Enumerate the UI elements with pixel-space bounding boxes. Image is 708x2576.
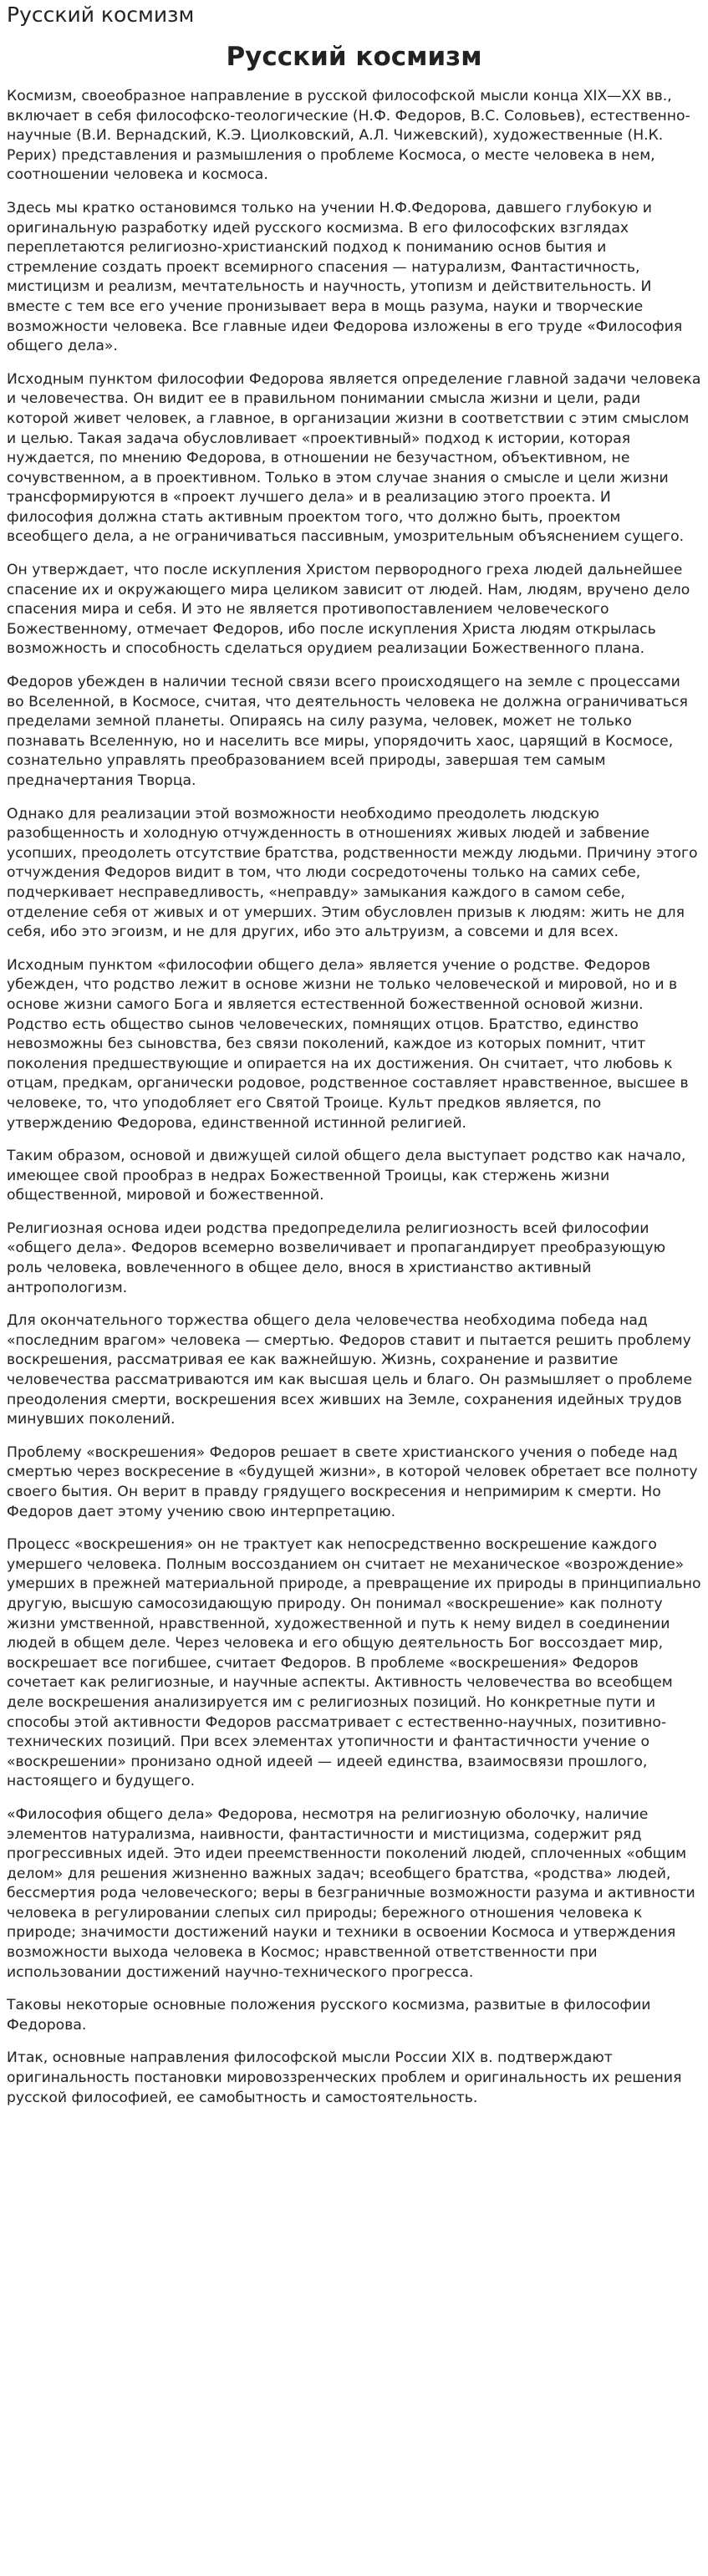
- paragraph: «Философия общего дела» Федорова, несмотря на религиозную оболочку, наличие элементов натурализма, наивности, фантастичности и мистицизма, содержит ряд прогрессивных идей. Это идеи преемственности поколений людей, сплоченных «общим делом» для решения жизненно важных задач; всеобщего братства, «родства» людей, бессмертия рода человеческого; веры в безграничные возможности разума и активности человека в регулировании слепых сил природы; бережного отношения человека к природе; значимости достижений науки и техники в освоении Космоса и утверждения возможности выхода человека в Космос; нравственной ответственности при использовании достижений научно-технического прогресса.: [7, 1805, 695, 1981]
- paragraph: Здесь мы кратко остановимся только на учении Н.Ф.Федорова, давшего глубокую и оригинальную разработку идей русского космизма. В его философских взглядах переплетаются религиозно-христианский подход к пониманию основ бытия и стремление создать проект всемирного спасения — натурализм, Фантастичность, мистицизм и реализм, мечтательность и научность, утопизм и действительность. И вместе с тем все его учение пронизывает вера в мощь разума, науки и творческие возможности человека. Все главные идеи Федорова изложены в его труде «Философия общего дела».: [7, 199, 683, 355]
- paragraph: Процесс «воскрешения» он не трактует как непосредственно воскрешение каждого умершего человека. Полным воссозданием он считает не механическое «возрождение» умерших в прежней материальной природе, а превращение их природы в принципиально другую, высшую самосозидающую природу. Он понимал «воскрешение» как полноту жизни умственной, нравственной, художественной и путь к нему видел в соединении людей в общем деле. Через человека и его общую деятельность Бог воссоздает мир, воскрешает все погибшее, считает Федоров. В проблеме «воскрешения» Федоров сочетает как религиозные, и научные аспекты. Активность человечества во всеобщем деле воскрешения анализируется им с религиозных позиций. Но конкретные пути и способы этой активности Федоров рассматривает с естественно-научных, позитивно-технических позиций. При всех элементах утопичности и фантастичности учение о «воскрешении» пронизано одной идеей — идеей единства, взаимосвязи прошлого, настоящего и будущего.: [7, 1536, 701, 1790]
- tab-title: Русский космизм: [7, 3, 195, 27]
- paragraph: Религиозная основа идеи родства предопределила религиозность всей философии «общего дела». Федоров всемерно возвеличивает и пропагандирует преобразующую роль человека, вовлеченного в общее дело, внося в христианство активный антропологизм.: [7, 1219, 666, 1296]
- paragraph: Он утверждает, что после искупления Христом первородного греха людей дальнейшее спасение их и окружающего мира целиком зависит от людей. Нам, людям, вручено дело спасения мира и себя. И это не является противопоставлением человеческого Божественному, отмечает Федоров, ибо после искупления Христа людям открылась возможность и способность сделаться орудием реализации Божественного плана.: [7, 562, 690, 658]
- paragraph: Космизм, своеобразное направление в русской философской мысли конца XIX—XX вв., включает в себя философско-теологические (Н.Ф. Федоров, В.С. Соловьев), естественно-научные (В.И. Вернадский, К.Э. Циолковский, А.Л. Чижевский), художественные (Н.К. Рерих) представления и размышления о проблеме Космоса, о месте человека в нем, соотношении человека и космоса.: [7, 88, 690, 184]
- paragraph: Проблему «воскрешения» Федоров решает в свете христианского учения о победе над смертью через воскресение в «будущей жизни», в которой человек обретает все полноту своего бытия. Он верит в правду грядущего воскресения и непримирим к смерти. Но Федоров дает этому учению свою интерпретацию.: [7, 1443, 698, 1520]
- paragraph: Федоров убежден в наличии тесной связи всего происходящего на земле с процессами во Вселенной, в Космосе, считая, что деятельность человека не должна ограничиваться пределами земной планеты. Опираясь на силу разума, человек, может не только познавать Вселенную, но и населить все миры, упорядочить хаос, царящий в Космосе, сознательно управлять преобразованием всей природы, завершая тем самым предначертания Творца.: [7, 674, 688, 789]
- page-title: Русский космизм: [226, 42, 482, 72]
- paragraph: Таковы некоторые основные положения русского космизма, развитые в философии Федорова.: [7, 1997, 651, 2034]
- paragraph: Итак, основные направления философской мысли России XIX в. подтверждают оригинальность постановки мировоззренческих проблем и оригинальность их решения русской философией, ее самобытность и самостоятельность.: [7, 2049, 682, 2106]
- article-body: [7, 87, 701, 2108]
- paragraph: Для окончательного торжества общего дела человечества необходима победа над «последним врагом» человека — смертью. Федоров ставит и пытается решить проблему воскрешения, рассматривая ее как важнейшую. Жизнь, сохранение и развитие человечества рассматриваются им как высшая цель и благо. Он размышляет о проблеме преодоления смерти, воскрешения всех живших на Земле, сохранения идейных трудов минувших поколений.: [7, 1312, 693, 1428]
- paragraph: Однако для реализации этой возможности необходимо преодолеть людскую разобщенность и холодную отчужденность в отношениях живых людей и забвение усопших, преодолеть отсутствие братства, родственности между людьми. Причину этого отчуждения Федоров видит в том, что люди сосредоточены только на самих себе, подчеркивает несправедливость, «неправду» замыкания каждого в самом себе, отделение себя от живых и от умерших. Этим обусловлен призыв к людям: жить не для себя, ибо это эгоизм, и не для других, ибо это альтруизм, а совсеми и для всех.: [7, 805, 698, 941]
- paragraph: Исходным пунктом философии Федорова является определение главной задачи человека и человечества. Он видит ее в правильном понимании смысла жизни и цели, ради которой живет человек, а главное, в организации жизни в соответствии с этим смыслом и целью. Такая задача обусловливает «проективный» подход к истории, которая нуждается, по мнению Федорова, в отношении не безучастном, объективном, не сочувственном, а в проективном. Только в этом случае знания о смысле и цели жизни трансформируются в «проект лучшего дела» и в реализацию этого проекта. И философия должна стать активным проектом того, что должно быть, проектом всеобщего дела, а не ограничиваться пассивным, умозрительным объяснением сущего.: [7, 370, 701, 546]
- paragraph: Таким образом, основой и движущей силой общего дела выступает родство как начало, имеющее свой прообраз в недрах Божественной Троицы, как стержень жизни общественной, мировой и божественной.: [7, 1148, 686, 1204]
- paragraph: Исходным пунктом «философии общего дела» является учение о родстве. Федоров убежден, что родство лежит в основе жизни не только человеческой и мировой, но и в основе жизни самого Бога и является естественной божественной основой жизни. Родство есть общество сынов человеческих, помнящих отцов. Братство, единство невозможны без сыновства, без связи поколений, каждое из которых помнит, чтит поколения предшествующие и опирается на их достижения. Он считает, что любовь к отцам, предкам, органически родовое, родственное составляет нравственное, высшее в человеке, то, что уподобляет его Святой Троице. Культ предков является, по утверждению Федорова, единственной истинной религией.: [7, 956, 689, 1132]
